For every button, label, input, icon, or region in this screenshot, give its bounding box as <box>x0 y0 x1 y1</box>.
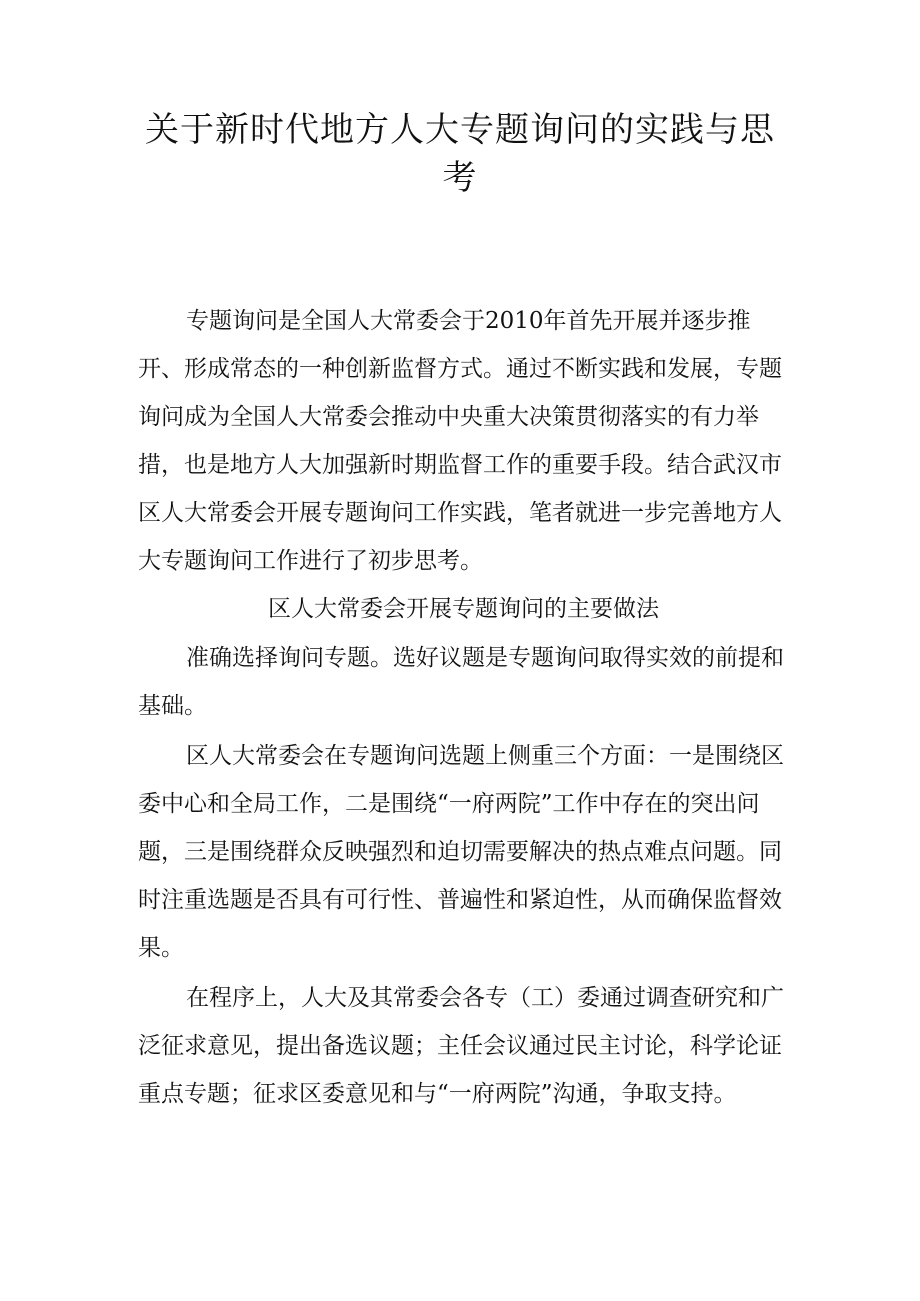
paragraph-1-line-1: 专题询问是全国人大常委会于2010年首先开展并逐步推 <box>186 308 751 334</box>
title-line-1: 关于新时代地方人大专题询问的实践与思 <box>145 110 775 150</box>
paragraph-4-line-3: 重点专题；征求区委意见和与“一府两院”沟通，争取支持。 <box>138 1081 737 1107</box>
paragraph-1-line-3: 询问成为全国人大常委会推动中央重大决策贯彻落实的有力举 <box>138 404 759 430</box>
paragraph-1-line-5: 区人大常委会开展专题询问工作实践，笔者就进一步完善地方人 <box>138 500 782 526</box>
paragraph-3-line-4: 时注重选题是否具有可行性、普遍性和紧迫性，从而确保监督效 <box>138 887 782 913</box>
document-title <box>130 106 790 202</box>
paragraph-1-line-6: 大专题询问工作进行了初步思考。 <box>138 548 483 574</box>
paragraph-1-line-2: 开、形成常态的一种创新监督方式。通过不断实践和发展，专题 <box>138 356 782 382</box>
paragraph-3-line-3: 题，三是围绕群众反映强烈和迫切需要解决的热点难点问题。同 <box>138 839 782 865</box>
paragraph-3-line-1: 区人大常委会在专题询问选题上侧重三个方面：一是围绕区 <box>186 743 784 769</box>
paragraph-2-line-1: 准确选择询问专题。选好议题是专题询问取得实效的前提和 <box>186 645 784 671</box>
section-heading: 区人大常委会开展专题询问的主要做法 <box>268 596 659 622</box>
paragraph-3-line-5: 果。 <box>138 935 184 961</box>
paragraph-4-line-2: 泛征求意见，提出备选议题；主任会议通过民主讨论，科学论证 <box>138 1033 782 1059</box>
title-line-2: 考 <box>442 158 478 198</box>
paragraph-1-line-4: 措，也是地方人大加强新时期监督工作的重要手段。结合武汉市 <box>138 452 782 478</box>
paragraph-3-line-2: 委中心和全局工作，二是围绕“一府两院”工作中存在的突出问 <box>138 791 760 817</box>
paragraph-4-line-1: 在程序上，人大及其常委会各专（工）委通过调查研究和广 <box>186 985 784 1011</box>
paragraph-2-line-2: 基础。 <box>138 693 207 719</box>
